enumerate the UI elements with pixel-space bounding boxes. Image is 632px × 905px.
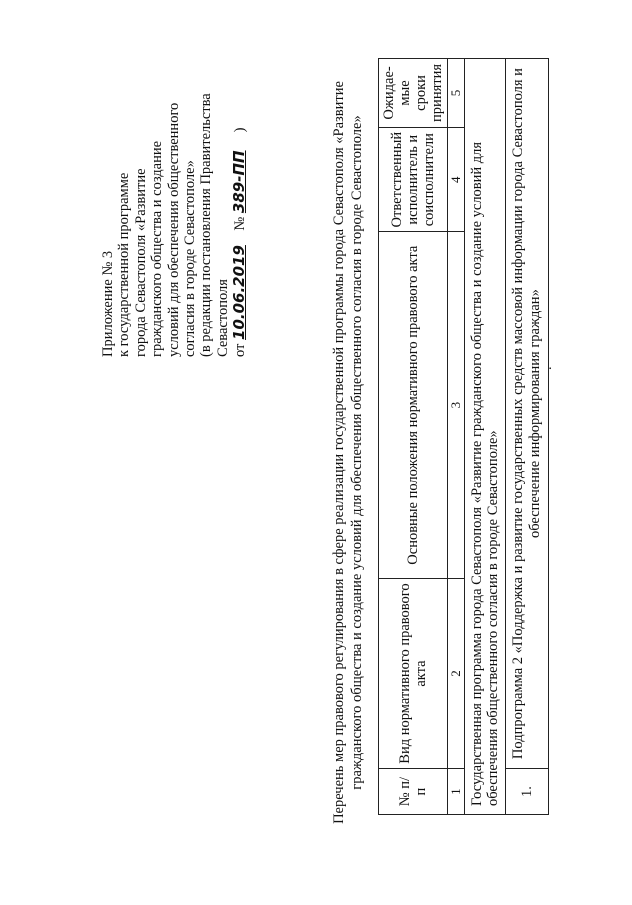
header-deadline: Ожидае-мые сроки принятия (379, 59, 448, 128)
title-line-1: Перечень мер правового регулирования в сфере реализации государственной программы города Севастополя «Развитие (331, 81, 347, 824)
document-title (330, 0, 366, 905)
handwritten-number: 389-ПП (230, 150, 249, 214)
close-paren: ) (232, 127, 249, 133)
appendix-line: (в редакции постановления Правительства (198, 93, 215, 357)
column-number: 2 (448, 578, 465, 768)
row-number: 1. (506, 769, 549, 815)
appendix-line: Приложение № 3 (100, 250, 116, 357)
scan-dot: . (540, 366, 555, 370)
number-prefix: № (232, 216, 249, 231)
column-number: 3 (448, 232, 465, 578)
column-number: 1 (448, 769, 465, 815)
appendix-line: к государственной программе (116, 172, 133, 357)
appendix-line: условий для обеспечения общественного (165, 102, 182, 357)
appendix-block (100, 27, 249, 357)
appendix-line: Севастополя (214, 279, 231, 357)
handwritten-date: 10.06.2019 (230, 245, 249, 340)
section-row (465, 59, 506, 815)
table-row (506, 59, 549, 815)
column-number: 4 (448, 127, 465, 232)
header-responsible: Ответственный исполнитель и соисполнители (379, 127, 448, 232)
section-cell: Государственная программа города Севастополя «Развитие гражданского общества и создание условий для обеспечения общественного согласия в городе Севастополе» (465, 59, 506, 815)
date-prefix: от (232, 343, 249, 357)
appendix-line: согласия в городе Севастополе» (182, 160, 199, 357)
header-number: № п/п (379, 769, 448, 815)
regulation-table (378, 58, 549, 815)
table-header-row (379, 59, 448, 815)
title-line-2: гражданского общества и создание условий для обеспечения общественного согласия в городе Севастополе» (349, 115, 365, 790)
header-provisions: Основные положения нормативного правового акта (379, 232, 448, 578)
header-act-type: Вид нормативного правового акта (379, 578, 448, 768)
subprogram-cell: Подпрограмма 2 «Поддержка и развитие государственных средств массовой информации города Севастополя и обеспечение информирования граждан» (506, 59, 549, 769)
column-number: 5 (448, 59, 465, 128)
appendix-line: гражданского общества и создание (149, 140, 166, 357)
appendix-line: города Севастополя «Развитие (132, 168, 149, 357)
appendix-date-line (231, 27, 248, 357)
column-number-row (448, 59, 465, 815)
